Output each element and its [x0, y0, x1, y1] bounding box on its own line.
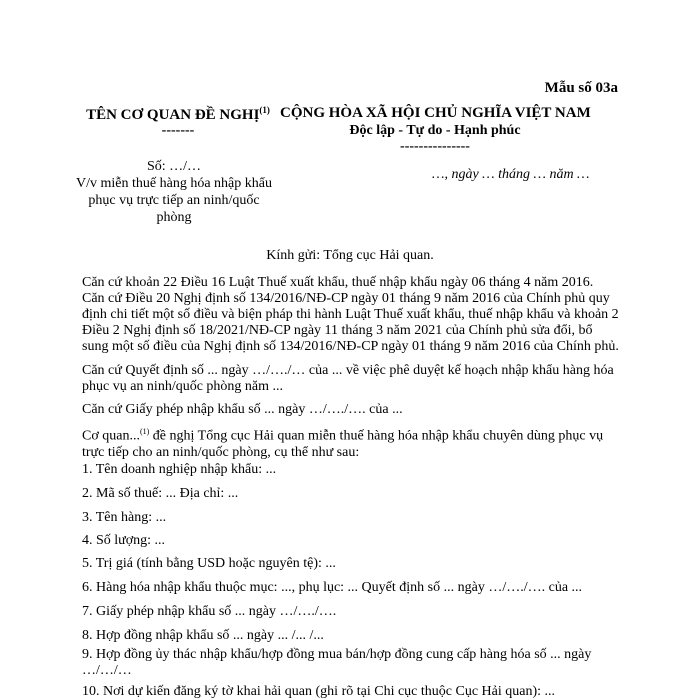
- paragraph-legal-basis-2: Căn cứ Điều 20 Nghị định số 134/2016/NĐ-CP ngày 01 tháng 9 năm 2016 của Chính phủ quy định chi tiết một số điều và biện pháp thi hành Luật Thuế xuất khẩu, thuế nhập khẩu và khoản 2 Điều 2 Nghị định số 18/2021/NĐ-CP ngày 11 tháng 3 năm 2021 của Chính phủ sửa đổi, bổ sung một số điều của Nghị định số 134/2016/NĐ-CP ngày 01 tháng 9 năm 2016 của Chính phủ.: [82, 291, 619, 354]
- paragraph-decision: Căn cứ Quyết định số ... ngày …/…./… của ... về việc phê duyệt kế hoạch nhập khẩu hàng hóa phục vụ an ninh/quốc phòng năm ...: [82, 363, 614, 394]
- list-item: 10. Nơi dự kiến đăng ký tờ khai hải quan (ghi rõ tại Chi cục thuộc Cục Hải quan): ...: [82, 684, 556, 699]
- agency-block: [78, 105, 278, 138]
- list-item: 4. Số lượng: ...: [82, 533, 166, 548]
- form-number: Mẫu số 03a: [544, 80, 618, 96]
- request-footnote-marker: (1): [139, 427, 150, 436]
- request-text: đề nghị Tổng cục Hải quan miễn thuế hàng hóa nhập khẩu chuyên dùng phục vụ trực tiếp cho an ninh/quốc phòng, cụ thể như sau:: [82, 428, 604, 460]
- recipient-line: Kính gửi: Tổng cục Hải quan.: [266, 248, 434, 263]
- list-item: 9. Hợp đồng ủy thác nhập khẩu/hợp đồng mua bán/hợp đồng cung cấp hàng hóa số ... ngày …/…/…: [82, 647, 592, 678]
- agency-footnote-marker: (1): [259, 105, 270, 115]
- paragraph-request: [82, 424, 622, 461]
- list-item: 7. Giấy phép nhập khẩu số ... ngày …/…./….: [82, 604, 337, 619]
- paragraph-import-license: Căn cứ Giấy phép nhập khẩu số ... ngày …/…./…. của ...: [82, 402, 403, 417]
- list-item: 8. Hợp đồng nhập khẩu số ... ngày ... /... /...: [82, 628, 324, 643]
- place-date: …, ngày … tháng … năm …: [432, 167, 590, 182]
- list-item: 1. Tên doanh nghiệp nhập khẩu: ...: [82, 462, 277, 477]
- agency-name-text: TÊN CƠ QUAN ĐỀ NGHỊ: [86, 107, 260, 123]
- document-number-block: [70, 158, 278, 226]
- list-item: 3. Tên hàng: ...: [82, 510, 167, 525]
- national-header: [280, 105, 590, 154]
- list-item: 5. Trị giá (tính bằng USD hoặc nguyên tệ): ...: [82, 556, 336, 571]
- paragraph-legal-basis-1: Căn cứ khoản 22 Điều 16 Luật Thuế xuất khẩu, thuế nhập khẩu ngày 06 tháng 4 năm 2016.: [82, 275, 594, 290]
- motto-underline: ---------------: [400, 139, 470, 154]
- national-title: CỘNG HÒA XÃ HỘI CHỦ NGHĨA VIỆT NAM: [280, 105, 591, 121]
- document-subject: V/v miễn thuế hàng hóa nhập khẩu phục vụ trực tiếp an ninh/quốc phòng: [76, 176, 272, 225]
- agency-name: [78, 105, 278, 124]
- list-item: 6. Hàng hóa nhập khẩu thuộc mục: ..., phụ lục: ... Quyết định số ... ngày …/…./…. của ...: [82, 580, 583, 595]
- document-number: Số: …/…: [146, 159, 202, 174]
- list-item: 2. Mã số thuế: ... Địa chỉ: ...: [82, 486, 239, 501]
- request-agency: Cơ quan...: [82, 428, 140, 444]
- national-motto: Độc lập - Tự do - Hạnh phúc: [349, 123, 521, 138]
- agency-underline: -------: [161, 123, 195, 138]
